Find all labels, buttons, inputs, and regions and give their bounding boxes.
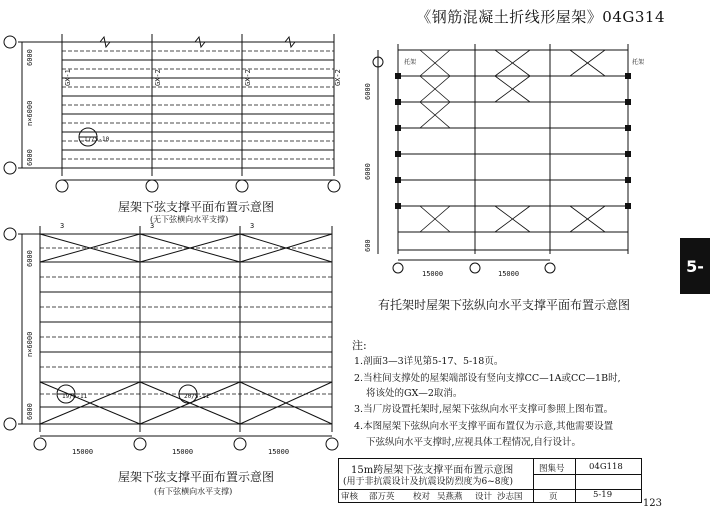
note-2b: 将该处的GX—2取消。	[366, 388, 463, 399]
caption-top-left: 屋架下弦支撑平面布置示意图	[118, 200, 275, 214]
row-dim-b7: 6000	[26, 403, 34, 420]
caption-bottom-left: 屋架下弦支撑平面布置示意图	[118, 470, 275, 484]
row-dim-4: n×6000	[26, 100, 34, 126]
gx-label-4: GX-2	[334, 69, 342, 86]
row-dim-b1: 6000	[26, 250, 34, 267]
title-block	[338, 458, 642, 503]
subcaption-bottom-left: (有下弦横向水平支撑)	[154, 487, 233, 496]
subcaption-top-left: (无下弦横向水平支撑)	[150, 215, 229, 224]
gx-label-2: GX-2	[154, 69, 162, 86]
dim-right-2: 15000	[498, 270, 520, 278]
note-2: 2.当柱间支撑处的屋架端部设有竖向支撑CC—1A或CC—1B时,	[354, 373, 621, 384]
tb-reviewer: 邵万英	[369, 492, 395, 502]
row-dim-b4: n×6000	[26, 331, 34, 357]
diagram-right	[360, 40, 660, 278]
diagram-top-left	[0, 28, 345, 198]
tb-review-label: 审核	[341, 492, 359, 502]
tb-check-label: 校对	[413, 492, 431, 502]
gx-label-1: GX-1	[64, 69, 72, 86]
tb-checker: 吴燕燕	[437, 492, 463, 502]
truss-label-1: 托架	[404, 59, 417, 66]
section-mark-3: 3	[250, 222, 255, 230]
callout-17: 17/5-10	[84, 136, 110, 143]
note-4: 4.本图屋架下弦纵向水平支撑平面布置仅为示意,其他需要设置	[354, 421, 614, 432]
row-dim-1: 6000	[26, 49, 34, 66]
row-dim-r2: 6000	[364, 83, 372, 100]
tb-atlas-no: 04G118	[589, 462, 623, 472]
dim-bot-3: 15000	[268, 448, 290, 456]
dim-bot-2: 15000	[172, 448, 194, 456]
tb-page-no: 5-19	[593, 490, 613, 500]
row-dim-r9: 600	[364, 239, 372, 252]
truss-label-2: 托架	[632, 59, 645, 66]
caption-right: 有托架时屋架下弦纵向水平支撑平面布置示意图	[378, 298, 631, 312]
dim-bot-1: 15000	[72, 448, 94, 456]
page-number: 123	[642, 498, 662, 509]
notes-title: 注:	[352, 339, 367, 352]
callout-20: 20/5-11	[184, 393, 210, 400]
tb-design-label: 设计	[475, 492, 493, 502]
section-mark-2: 3	[150, 222, 155, 230]
tb-page-label: 页	[549, 492, 558, 502]
note-3: 3.当厂房设置托架时,屋架下弦纵向水平支撑可参照上图布置。	[354, 404, 614, 415]
tb-title-1: 15m跨屋架下弦支撑平面布置示意图	[351, 465, 514, 476]
dim-right-1: 15000	[422, 270, 444, 278]
atlas-title: 《钢筋混凝土折线形屋架》04G314	[416, 8, 665, 26]
tb-atlas-label: 图集号	[539, 464, 565, 474]
tb-designer: 沙志国	[497, 492, 523, 502]
diagram-bottom-left	[0, 222, 345, 462]
section-mark-1: 3	[60, 222, 65, 230]
tb-title-2: (用于非抗震设计及抗震设防烈度为6~8度)	[343, 477, 514, 487]
note-1: 1.剖面3—3详见第5-17、5-18页。	[354, 356, 504, 367]
row-dim-r5: 6000	[364, 163, 372, 180]
row-dim-7: 6000	[26, 149, 34, 166]
gx-label-3: GX-2	[244, 69, 252, 86]
chapter-tab: 5-	[680, 238, 710, 294]
note-4b: 下弦纵向水平支撑时,应视具体工程情况,自行设计。	[366, 437, 582, 448]
callout-19: 19/5-11	[62, 393, 88, 400]
